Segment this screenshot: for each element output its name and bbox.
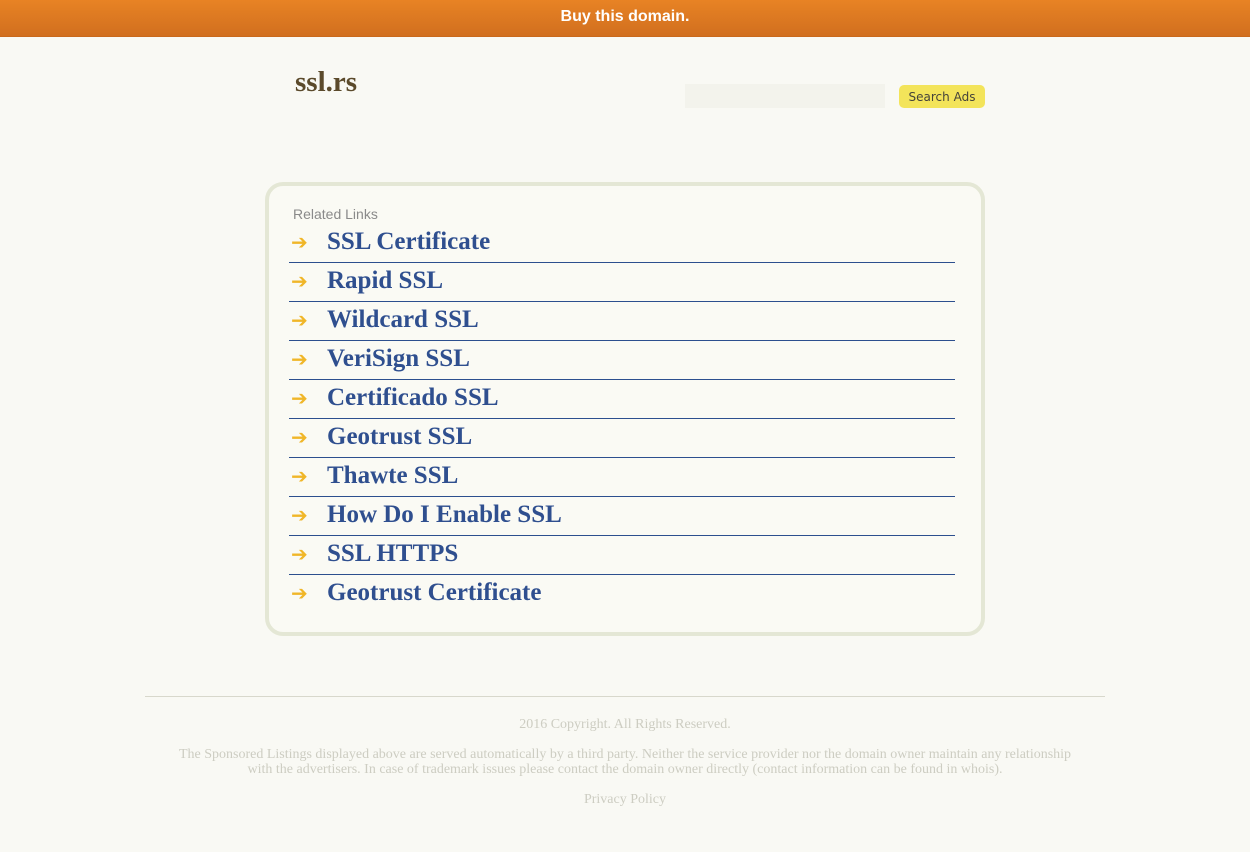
arrow-right-icon: ➔ <box>291 230 308 254</box>
search-input[interactable] <box>685 84 885 108</box>
related-link[interactable]: SSL Certificate <box>327 228 491 255</box>
related-link[interactable]: Geotrust SSL <box>327 423 473 450</box>
list-item <box>289 302 955 341</box>
related-links-list <box>289 224 955 613</box>
related-links-panel <box>265 182 985 636</box>
related-link[interactable]: Certificado SSL <box>327 384 499 411</box>
arrow-right-icon: ➔ <box>291 386 308 410</box>
list-item <box>289 419 955 458</box>
site-title: ssl.rs <box>295 66 358 98</box>
arrow-right-icon: ➔ <box>291 347 308 371</box>
related-link[interactable]: SSL HTTPS <box>327 540 459 567</box>
related-link[interactable]: Thawte SSL <box>327 462 459 489</box>
arrow-right-icon: ➔ <box>291 581 308 605</box>
buy-domain-link[interactable]: Buy this domain. <box>560 8 690 25</box>
list-item <box>289 497 955 536</box>
related-link[interactable]: Geotrust Certificate <box>327 579 542 606</box>
related-link[interactable]: VeriSign SSL <box>327 345 470 372</box>
list-item <box>289 536 955 575</box>
search-ads-button[interactable]: Search Ads <box>899 85 985 108</box>
arrow-right-icon: ➔ <box>291 425 308 449</box>
list-item <box>289 380 955 419</box>
arrow-right-icon: ➔ <box>291 503 308 527</box>
related-link[interactable]: Wildcard SSL <box>327 306 479 333</box>
related-links-heading: Related Links <box>293 206 378 222</box>
privacy-policy-link[interactable]: Privacy Policy <box>583 792 667 807</box>
arrow-right-icon: ➔ <box>291 464 308 488</box>
list-item <box>289 224 955 263</box>
list-item <box>289 575 955 613</box>
list-item <box>289 341 955 380</box>
list-item <box>289 263 955 302</box>
arrow-right-icon: ➔ <box>291 308 308 332</box>
related-link[interactable]: Rapid SSL <box>327 267 444 294</box>
copyright-text: 2016 Copyright. All Rights Reserved. <box>519 717 731 732</box>
arrow-right-icon: ➔ <box>291 269 308 293</box>
buy-domain-banner <box>0 0 1250 37</box>
disclaimer-text: The Sponsored Listings displayed above are served automatically by a third party. Neither the service provider nor the domain owner maintain any relationship with the advertisers. In case of trademark issues please contact the domain owner directly (contact information can be found in whois). <box>178 747 1072 777</box>
footer-divider <box>145 696 1105 697</box>
list-item <box>289 458 955 497</box>
related-link[interactable]: How Do I Enable SSL <box>327 501 562 528</box>
arrow-right-icon: ➔ <box>291 542 308 566</box>
